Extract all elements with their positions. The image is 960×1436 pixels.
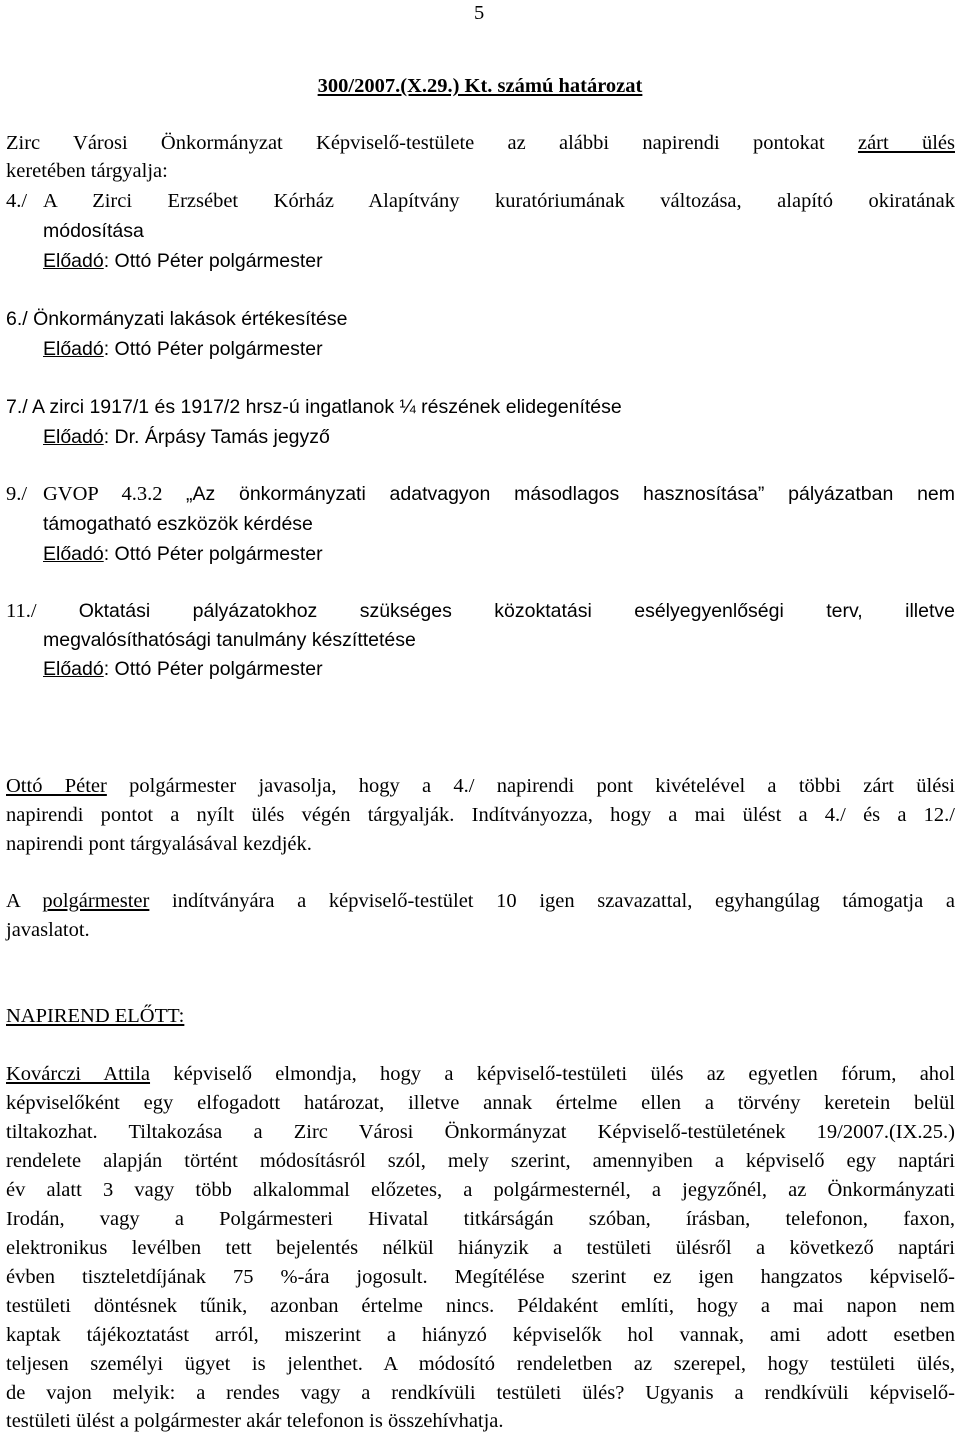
presenter-name: : Ottó Péter polgármester [103,250,323,272]
agenda-item-4-number: 4./ [6,190,28,212]
para3-line-last: testületi ülést a polgármester akár telefonon is összehívhatja. [6,1410,504,1432]
mayor-name: Ottó Péter [6,775,107,797]
para3-line: de vajon melyik: a rendes vagy a rendkívüli testületi ülés? Ugyanis a rendkívüli képviselő- [6,1382,955,1404]
agenda-item-7-number: 7./ [6,396,28,418]
para3-line: teljesen személyi ügyet is jelenthet. A módosító rendeletben az szerepel, hogy testületi ülés, [6,1353,955,1375]
agenda-item-7-text: A zirci 1917/1 és 1917/2 hrsz-ú ingatlanok ¼ részének elidegenítése [32,396,622,418]
para3-line: tiltakozhat. Tiltakozása a Zirc Városi Önkormányzat Képviselő-testületének 19/2007.(IX.25.) [6,1121,955,1143]
agenda-item-7-presenter [43,424,330,450]
agenda-item-9-line-2: támogatható eszközök kérdése [43,513,313,535]
presenter-name: : Dr. Árpásy Tamás jegyző [103,426,330,448]
agenda-item-6-presenter [43,336,323,362]
para1-line-2: napirendi pontot a nyílt ülés végén tárgyalják. Indítványozza, hogy a mai ülést a 4./ és a 12./ [6,804,955,826]
para3-line: képviselőként egy elfogadott határozat, illetve annak értelme ellen a törvény keretein belül [6,1092,955,1114]
agenda-item-4-line-1 [6,188,955,214]
resolution-title [0,73,960,99]
agenda-item-11-number: 11./ [6,600,37,622]
agenda-item-7-line-1 [6,394,622,420]
presenter-label: Előadó [43,426,104,448]
para3-text: képviselő elmondja, hogy a képviselő-testületi ülés az egyetlen fórum, ahol [150,1063,955,1085]
agenda-item-9-text: „Az önkormányzati adatvagyon másodlagos hasznosítása” pályázatban nem [185,483,956,505]
agenda-item-6-number: 6./ [6,308,28,330]
agenda-item-4-presenter [43,248,323,274]
para3-line: év alatt 3 vagy több alkalommal előzetes, a polgármesternél, a jegyzőnél, az Önkormányzati [6,1179,955,1201]
agenda-item-11-line-2: megvalósíthatósági tanulmány készíttetése [43,629,416,651]
presenter-name: : Ottó Péter polgármester [103,658,323,680]
presenter-label: Előadó [43,543,104,565]
agenda-item-9-line-1 [6,481,955,507]
para1-line-3: napirendi pont tárgyalásával kezdjék. [6,833,312,855]
agenda-item-9-code: GVOP 4.3.2 [43,483,163,505]
closed-session-link: zárt ülés [857,132,955,154]
para3-line-1 [6,1061,955,1087]
agenda-item-4-line-2: módosítása [43,220,144,242]
intro-line-2: keretében tárgyalja: [6,160,168,182]
presenter-label: Előadó [43,250,104,272]
para3-line: kaptak tájékoztatást arról, miszerint a hiányzó képviselők hol vannak, ami adott esetben [6,1324,955,1346]
agenda-item-11-text: Oktatási pályázatokhoz szükséges közoktatási esélyegyenlőségi terv, illetve [78,600,955,622]
para2-line-2: javaslatot. [6,919,90,941]
agenda-item-4-text: A Zirci Erzsébet Kórház Alapítvány kuratóriumának változása, alapító okiratának [43,190,955,212]
representative-name: Kovárczi Attila [6,1063,151,1085]
agenda-item-6-line-1 [6,306,347,332]
para3-line: rendelete alapján történt módosításról szól, mely szerint, amennyiben a képviselő egy naptári [6,1150,955,1172]
para2-text: indítványára a képviselő-testület 10 igen szavazattal, egyhangúlag támogatja a [149,890,955,912]
para2-pre: A [6,890,43,912]
para2-line-1 [6,888,955,914]
para1-text: polgármester javasolja, hogy a 4./ napirendi pont kivételével a többi zárt ülési [106,775,955,797]
section-heading-text: NAPIREND ELŐTT: [6,1005,185,1027]
mayor-link: polgármester [42,890,150,912]
presenter-label: Előadó [43,658,104,680]
agenda-item-9-presenter [43,541,323,567]
agenda-item-6-text: Önkormányzati lakások értékesítése [33,308,348,330]
para3-line: Irodán, vagy a Polgármesteri Hivatal titkárságán szóban, írásban, telefonon, faxon, [6,1208,955,1230]
agenda-item-9-number: 9./ [6,483,28,505]
presenter-name: : Ottó Péter polgármester [103,338,323,360]
presenter-label: Előadó [43,338,104,360]
intro-text: Zirc Városi Önkormányzat Képviselő-testülete az alábbi napirendi pontokat [6,132,858,154]
para3-line: évben tiszteletdíjának 75 %-ára jogosult. Megítélése szerint ez igen hangzatos képviselő- [6,1266,955,1288]
presenter-name: : Ottó Péter polgármester [103,543,323,565]
agenda-item-11-line-1 [6,598,955,624]
agenda-item-11-presenter [43,656,323,682]
section-heading [6,1003,184,1029]
para3-line: elektronikus levélben tett bejelentés nélkül hiányzik a testületi ülésről a következő naptári [6,1237,955,1259]
para3-line: testületi döntésnek tűnik, azonban értelme nincs. Példaként említi, hogy a mai napon nem [6,1295,955,1317]
resolution-title-text: 300/2007.(X.29.) Kt. számú határozat [317,75,643,97]
intro-line-1 [6,130,955,156]
para1-line-1 [6,773,955,799]
page-number: 5 [474,2,485,24]
